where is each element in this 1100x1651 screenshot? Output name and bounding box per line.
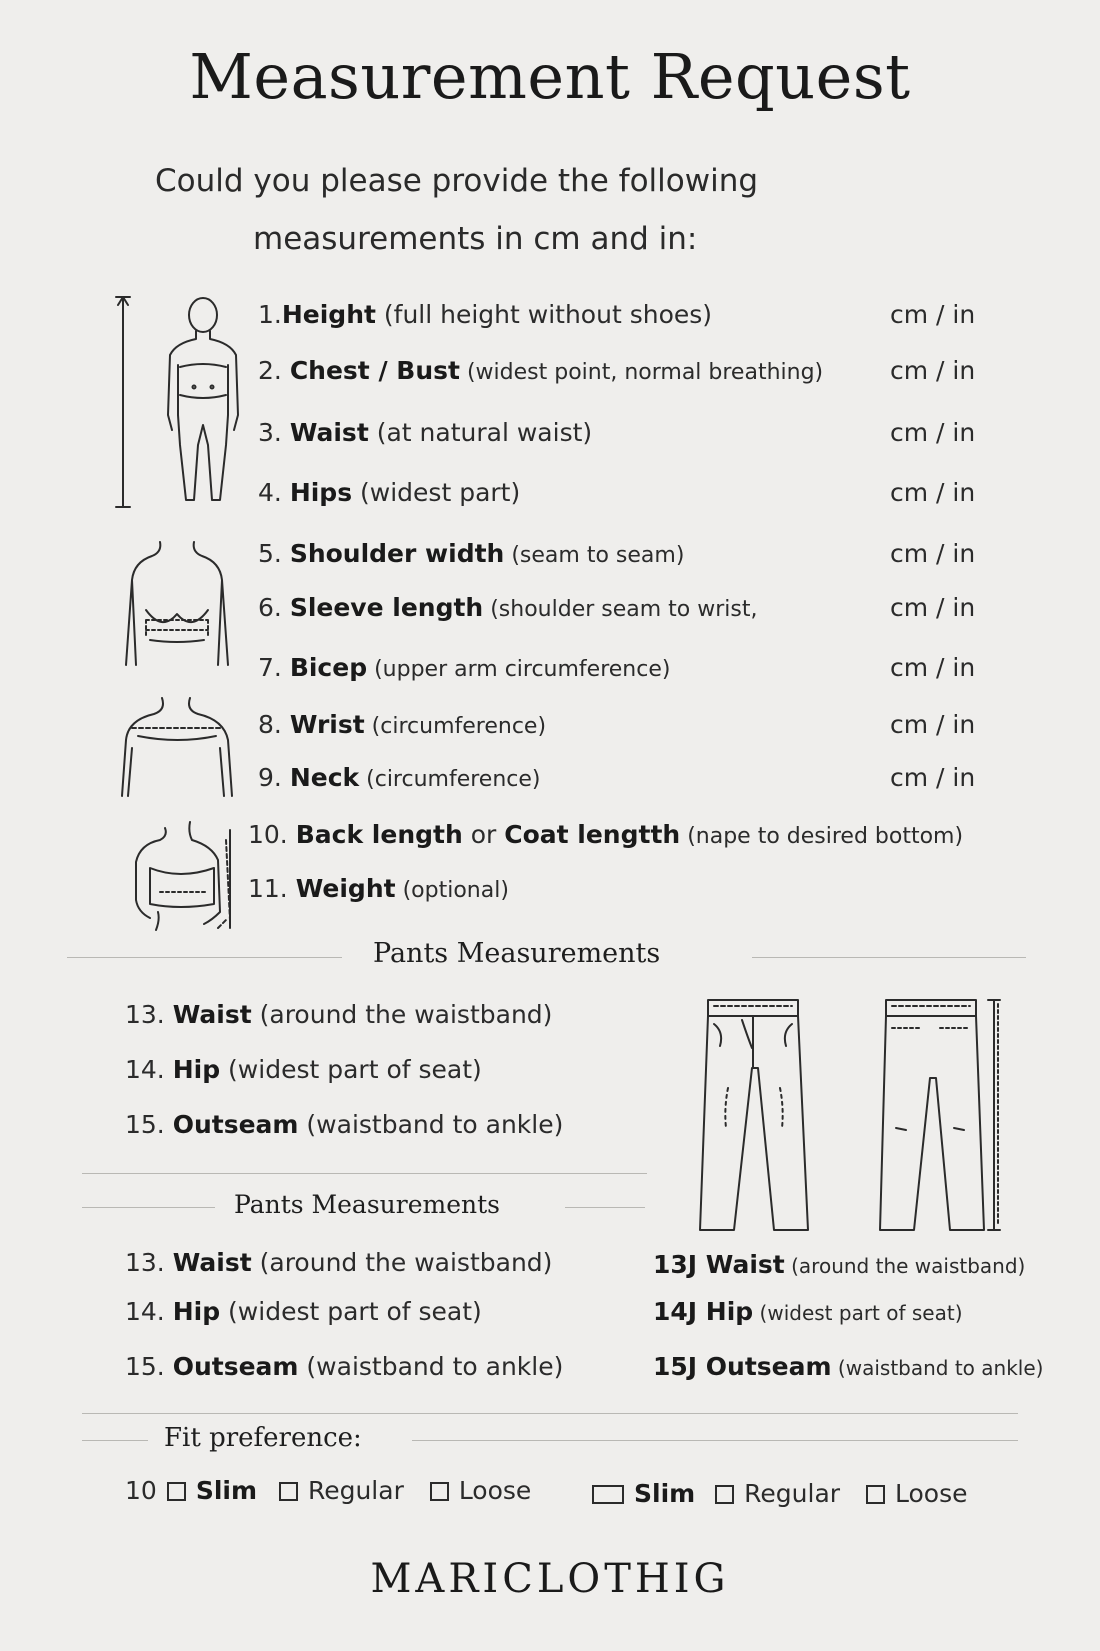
body-front-icon (110, 295, 240, 520)
checkbox-slim[interactable] (167, 1482, 186, 1501)
list-item-height: 1.Height (full height without shoes) (258, 300, 713, 329)
unit-label: cm / in (890, 478, 976, 507)
list-item-weight: 11. Weight (optional) (248, 874, 509, 903)
divider (82, 1207, 215, 1208)
divider (752, 957, 1026, 958)
divider (412, 1440, 1018, 1441)
pants-section-heading-2: Pants Measurements (234, 1190, 500, 1219)
option-regular-2: Regular (744, 1479, 841, 1508)
brand-name: MARICLOTHIG (370, 1556, 730, 1602)
list-item-neck: 9. Neck (circumference) (258, 763, 541, 792)
checkbox-regular-2[interactable] (715, 1485, 734, 1504)
list-item-hips: 4. Hips (widest part) (258, 478, 521, 507)
option-loose-2: Loose (895, 1479, 968, 1508)
list-item-waist: 3. Waist (at natural waist) (258, 418, 593, 447)
list-item-pants-hip-2: 14. Hip (widest part of seat) (125, 1297, 482, 1326)
unit-label: cm / in (890, 300, 976, 329)
option-loose: Loose (458, 1476, 532, 1505)
divider (565, 1207, 645, 1208)
checkbox-regular[interactable] (279, 1482, 298, 1501)
intro-line-2: measurements in cm and in: (253, 221, 698, 257)
list-item-pants-outseam-2: 15. Outseam (waistband to ankle) (125, 1352, 564, 1381)
torso-bust-icon (122, 540, 237, 670)
list-item-pants-waist-3: 13J Waist (around the waistband) (653, 1250, 1026, 1279)
divider (67, 957, 342, 958)
list-item-bicep: 7. Bicep (upper arm circumference) (258, 653, 671, 682)
unit-label: cm / in (890, 356, 976, 385)
list-item-chest: 2. Chest / Bust (widest point, normal breathing) (258, 356, 824, 385)
option-regular: Regular (307, 1476, 404, 1505)
divider (82, 1173, 647, 1174)
checkbox-loose[interactable] (430, 1482, 449, 1501)
checkbox-loose-2[interactable] (866, 1485, 885, 1504)
list-item-sleeve-length: 6. Sleeve length (shoulder seam to wrist, (258, 593, 758, 622)
list-item-back-length: 10. Back length or Coat lengtth (nape to desired bottom) (248, 820, 964, 849)
fit-prefix: 10 (125, 1476, 157, 1505)
option-slim-2: Slim (634, 1479, 696, 1508)
intro-line-1: Could you please provide the following (155, 163, 759, 199)
list-item-pants-waist-2: 13. Waist (around the waistband) (125, 1248, 553, 1277)
list-item-pants-hip: 14. Hip (widest part of seat) (125, 1055, 482, 1084)
list-item-pants-outseam-3: 15J Outseam (waistband to ankle) (653, 1352, 1044, 1381)
pants-front-icon (698, 998, 813, 1238)
unit-label: cm / in (890, 593, 976, 622)
list-item-wrist: 8. Wrist (circumference) (258, 710, 547, 739)
unit-label: cm / in (890, 539, 976, 568)
unit-label: cm / in (890, 710, 976, 739)
divider (82, 1440, 148, 1441)
list-item-pants-outseam: 15. Outseam (waistband to ankle) (125, 1110, 564, 1139)
fit-heading: Fit preference: (164, 1423, 362, 1453)
divider (82, 1413, 1018, 1414)
unit-label: cm / in (890, 653, 976, 682)
pants-back-icon (876, 998, 1006, 1238)
pants-section-heading: Pants Measurements (373, 938, 661, 969)
list-item-shoulder-width: 5. Shoulder width (seam to seam) (258, 539, 685, 568)
fit-options-left (125, 1476, 541, 1505)
list-item-pants-waist: 13. Waist (around the waistband) (125, 1000, 553, 1029)
unit-label: cm / in (890, 418, 976, 447)
fit-options-right (592, 1479, 978, 1508)
shoulders-icon (118, 696, 238, 801)
option-slim: Slim (195, 1476, 258, 1505)
back-length-icon (130, 820, 240, 935)
checkbox-slim-2[interactable] (592, 1485, 624, 1504)
list-item-pants-hip-3: 14J Hip (widest part of seat) (653, 1297, 963, 1326)
page-title: Measurement Request (189, 40, 911, 113)
unit-label: cm / in (890, 763, 976, 792)
